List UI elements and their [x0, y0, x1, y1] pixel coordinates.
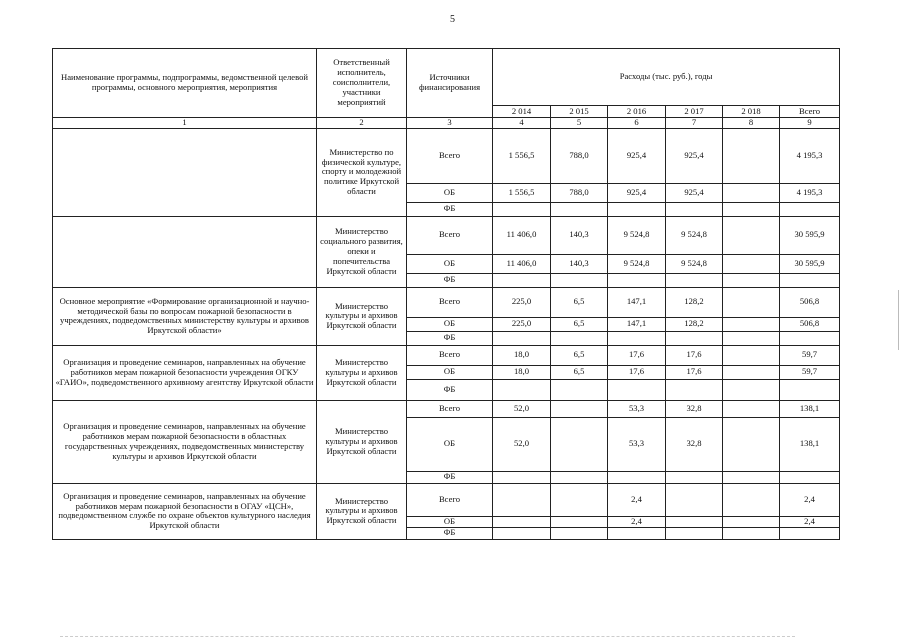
table-row: [53, 287, 840, 317]
scan-artifact: [60, 636, 795, 637]
source-cell: ОБ: [407, 417, 493, 471]
source-cell: ФБ: [407, 379, 493, 400]
year-value-cell: [608, 379, 666, 400]
executor-cell: Министерство социального развития, опеки и попечительства Иркутской области: [317, 216, 407, 287]
year-value-cell: [551, 483, 608, 516]
header-year: 2 014: [493, 106, 551, 118]
header-name: Наименование программы, подпрограммы, ведомственной целевой программы, основного мероприятия, мероприятия: [53, 49, 317, 118]
year-value-cell: 6,5: [551, 317, 608, 331]
source-cell: Всего: [407, 287, 493, 317]
total-cell: 30 595,9: [780, 216, 840, 254]
header-year: 2 017: [666, 106, 723, 118]
year-value-cell: [723, 287, 780, 317]
year-value-cell: 1 556,5: [493, 128, 551, 183]
source-cell: Всего: [407, 345, 493, 365]
total-cell: 59,7: [780, 345, 840, 365]
header-year: 2 018: [723, 106, 780, 118]
year-value-cell: 2,4: [608, 483, 666, 516]
total-cell: [780, 471, 840, 483]
total-cell: [780, 331, 840, 345]
year-value-cell: [493, 331, 551, 345]
total-cell: [780, 273, 840, 287]
header-year: 2 015: [551, 106, 608, 118]
year-value-cell: [723, 317, 780, 331]
year-value-cell: 11 406,0: [493, 216, 551, 254]
total-cell: 506,8: [780, 287, 840, 317]
total-cell: 138,1: [780, 400, 840, 417]
table-row: [53, 128, 840, 183]
year-value-cell: 17,6: [608, 365, 666, 379]
year-value-cell: 9 524,8: [608, 216, 666, 254]
year-value-cell: 147,1: [608, 287, 666, 317]
total-cell: [780, 202, 840, 216]
year-value-cell: 788,0: [551, 128, 608, 183]
year-value-cell: 11 406,0: [493, 254, 551, 273]
year-value-cell: [723, 471, 780, 483]
scan-artifact: [898, 290, 899, 350]
year-value-cell: 788,0: [551, 183, 608, 202]
year-value-cell: [551, 417, 608, 471]
source-cell: ФБ: [407, 202, 493, 216]
program-name-cell: Организация и проведение семинаров, направленных на обучение работников мерам пожарной безопасности в ОГАУ «ЦСН», подведомственном службе по охране объектов культурного наследия Иркутской области: [53, 483, 317, 539]
year-value-cell: 128,2: [666, 287, 723, 317]
year-value-cell: 9 524,8: [666, 216, 723, 254]
year-value-cell: [723, 331, 780, 345]
executor-cell: Министерство культуры и архивов Иркутской области: [317, 345, 407, 400]
source-cell: ОБ: [407, 317, 493, 331]
year-value-cell: 53,3: [608, 400, 666, 417]
column-numbers-row: [53, 118, 840, 129]
executor-cell: Министерство культуры и архивов Иркутской области: [317, 483, 407, 539]
total-cell: 2,4: [780, 516, 840, 527]
total-cell: 506,8: [780, 317, 840, 331]
year-value-cell: [723, 273, 780, 287]
year-value-cell: [551, 516, 608, 527]
header-total: Всего: [780, 106, 840, 118]
year-value-cell: [723, 417, 780, 471]
column-number: 2: [317, 118, 407, 129]
year-value-cell: 52,0: [493, 417, 551, 471]
year-value-cell: 140,3: [551, 216, 608, 254]
column-number: 5: [551, 118, 608, 129]
total-cell: 4 195,3: [780, 183, 840, 202]
executor-cell: Министерство культуры и архивов Иркутской области: [317, 400, 407, 483]
source-cell: ОБ: [407, 516, 493, 527]
source-cell: Всего: [407, 483, 493, 516]
year-value-cell: [608, 527, 666, 539]
year-value-cell: 32,8: [666, 417, 723, 471]
column-number: 4: [493, 118, 551, 129]
column-number: 3: [407, 118, 493, 129]
program-name-cell: Основное мероприятие «Формирование организационной и научно-методической базы по вопросам пожарной безопасности в учреждениях, подведомственных министерству культуры и архивов Иркутской области»: [53, 287, 317, 345]
program-name-cell: Организация и проведение семинаров, направленных на обучение работников мерам пожарной безопасности в областных государственных учреждениях, подведомственных министерству культуры и архивов Иркутской области: [53, 400, 317, 483]
year-value-cell: 18,0: [493, 345, 551, 365]
year-value-cell: 6,5: [551, 365, 608, 379]
year-value-cell: [551, 471, 608, 483]
year-value-cell: [493, 273, 551, 287]
year-value-cell: [551, 527, 608, 539]
year-value-cell: [723, 516, 780, 527]
year-value-cell: [608, 471, 666, 483]
column-number: 6: [608, 118, 666, 129]
header-source: Источники финансирования: [407, 49, 493, 118]
year-value-cell: 2,4: [608, 516, 666, 527]
year-value-cell: [666, 202, 723, 216]
program-name-cell: Организация и проведение семинаров, направленных на обучение работников мерам пожарной безопасности учреждения ОГКУ «ГАИО», подведомственного архивному агентству Иркутской области: [53, 345, 317, 400]
year-value-cell: 9 524,8: [608, 254, 666, 273]
table-row: [53, 216, 840, 254]
column-number: 7: [666, 118, 723, 129]
year-value-cell: [666, 471, 723, 483]
year-value-cell: 17,6: [666, 365, 723, 379]
source-cell: ОБ: [407, 183, 493, 202]
year-value-cell: 6,5: [551, 287, 608, 317]
total-cell: [780, 527, 840, 539]
year-value-cell: [723, 400, 780, 417]
source-cell: ФБ: [407, 471, 493, 483]
year-value-cell: [723, 365, 780, 379]
year-value-cell: [493, 202, 551, 216]
year-value-cell: [608, 331, 666, 345]
year-value-cell: [666, 331, 723, 345]
year-value-cell: 1 556,5: [493, 183, 551, 202]
budget-body: [53, 128, 840, 539]
year-value-cell: 925,4: [666, 128, 723, 183]
total-cell: 30 595,9: [780, 254, 840, 273]
year-value-cell: [551, 202, 608, 216]
column-number: 1: [53, 118, 317, 129]
year-value-cell: 52,0: [493, 400, 551, 417]
source-cell: Всего: [407, 216, 493, 254]
total-cell: [780, 379, 840, 400]
program-name-cell: [53, 216, 317, 287]
year-value-cell: 17,6: [666, 345, 723, 365]
year-value-cell: [666, 527, 723, 539]
year-value-cell: 9 524,8: [666, 254, 723, 273]
year-value-cell: [666, 483, 723, 516]
executor-cell: Министерство по физической культуре, спорту и молодежной политике Иркутской области: [317, 128, 407, 216]
header-executor: Ответственный исполнитель, соисполнители, участники мероприятий: [317, 49, 407, 118]
year-value-cell: 925,4: [608, 183, 666, 202]
year-value-cell: 925,4: [608, 128, 666, 183]
year-value-cell: [666, 516, 723, 527]
year-value-cell: 53,3: [608, 417, 666, 471]
year-value-cell: [551, 400, 608, 417]
table-row: [53, 483, 840, 516]
year-value-cell: 32,8: [666, 400, 723, 417]
year-value-cell: [723, 183, 780, 202]
page-number: 5: [450, 14, 455, 25]
year-value-cell: 925,4: [666, 183, 723, 202]
column-number: 8: [723, 118, 780, 129]
executor-cell: Министерство культуры и архивов Иркутской области: [317, 287, 407, 345]
year-value-cell: 140,3: [551, 254, 608, 273]
year-value-cell: 147,1: [608, 317, 666, 331]
year-value-cell: [551, 379, 608, 400]
total-cell: 2,4: [780, 483, 840, 516]
table-row: [53, 400, 840, 417]
year-value-cell: [723, 379, 780, 400]
total-cell: 4 195,3: [780, 128, 840, 183]
total-cell: 59,7: [780, 365, 840, 379]
source-cell: Всего: [407, 400, 493, 417]
year-value-cell: [723, 527, 780, 539]
year-value-cell: [551, 331, 608, 345]
year-value-cell: 225,0: [493, 317, 551, 331]
program-name-cell: [53, 128, 317, 216]
year-value-cell: 6,5: [551, 345, 608, 365]
source-cell: ФБ: [407, 331, 493, 345]
source-cell: ОБ: [407, 254, 493, 273]
year-value-cell: 225,0: [493, 287, 551, 317]
source-cell: ФБ: [407, 273, 493, 287]
year-value-cell: [608, 202, 666, 216]
header-expenses: Расходы (тыс. руб.), годы: [493, 49, 840, 106]
column-number: 9: [780, 118, 840, 129]
year-value-cell: [551, 273, 608, 287]
total-cell: 138,1: [780, 417, 840, 471]
year-value-cell: [723, 345, 780, 365]
year-value-cell: [666, 379, 723, 400]
budget-table: [52, 48, 840, 540]
year-value-cell: 18,0: [493, 365, 551, 379]
year-value-cell: [493, 471, 551, 483]
year-value-cell: [493, 516, 551, 527]
year-value-cell: [723, 483, 780, 516]
source-cell: ФБ: [407, 527, 493, 539]
year-value-cell: [493, 527, 551, 539]
year-value-cell: [493, 483, 551, 516]
year-value-cell: [608, 273, 666, 287]
year-value-cell: [723, 202, 780, 216]
year-value-cell: [723, 216, 780, 254]
source-cell: ОБ: [407, 365, 493, 379]
year-value-cell: [723, 254, 780, 273]
source-cell: Всего: [407, 128, 493, 183]
table-row: [53, 345, 840, 365]
year-value-cell: 128,2: [666, 317, 723, 331]
header-year: 2 016: [608, 106, 666, 118]
year-value-cell: [723, 128, 780, 183]
year-value-cell: 17,6: [608, 345, 666, 365]
year-value-cell: [666, 273, 723, 287]
year-value-cell: [493, 379, 551, 400]
